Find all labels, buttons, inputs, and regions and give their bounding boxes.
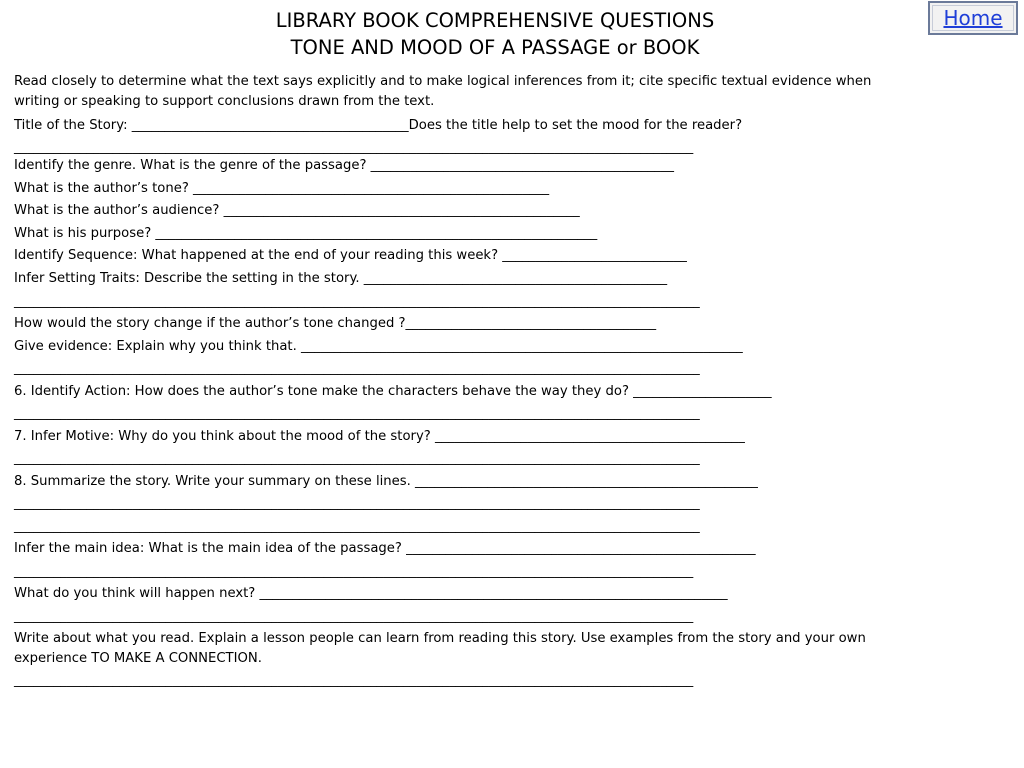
page-title-line-2: TONE AND MOOD OF A PASSAGE or BOOK [290, 36, 700, 59]
home-button[interactable] [928, 1, 1018, 35]
motive-question: 7. Infer Motive: Why do you think about the mood of the story? _______________________________________________ [14, 429, 745, 444]
answer-line: ________________________________________________________________________________________________________ [14, 406, 700, 421]
page-title-line-1: LIBRARY BOOK COMPREHENSIVE QUESTIONS [275, 9, 715, 32]
instructions-line-2: writing or speaking to support conclusions drawn from the text. [14, 94, 435, 109]
answer-line: _______________________________________________________________________________________________________ [14, 140, 694, 155]
answer-line: ________________________________________________________________________________________________________ [14, 361, 700, 376]
tone-question: What is the author’s tone? ______________________________________________________ [14, 181, 550, 196]
genre-question: Identify the genre. What is the genre of the passage? ______________________________________________ [14, 158, 674, 173]
summary-question: 8. Summarize the story. Write your summary on these lines. ____________________________________________________ [14, 474, 758, 489]
answer-line: _______________________________________________________________________________________________________ [14, 609, 694, 624]
connection-prompt-line-2: experience TO MAKE A CONNECTION. [14, 651, 262, 666]
main-idea-question: Infer the main idea: What is the main idea of the passage? _____________________________________________________ [14, 541, 756, 556]
prediction-question: What do you think will happen next? _______________________________________________________________________ [14, 586, 728, 601]
answer-line: ________________________________________________________________________________________________________ [14, 294, 700, 309]
home-link[interactable]: Home [943, 6, 1003, 30]
evidence-question: Give evidence: Explain why you think that. ___________________________________________________________________ [14, 339, 743, 354]
answer-line: ________________________________________________________________________________________________________ [14, 451, 700, 466]
audience-question: What is the author’s audience? ______________________________________________________ [14, 203, 580, 218]
purpose-question: What is his purpose? ___________________________________________________________________ [14, 226, 598, 241]
sequence-question: Identify Sequence: What happened at the end of your reading this week? ____________________________ [14, 248, 687, 263]
action-question: 6. Identify Action: How does the author’s tone make the characters behave the way they do? _____________________ [14, 384, 772, 399]
answer-line: _______________________________________________________________________________________________________ [14, 673, 694, 688]
setting-question: Infer Setting Traits: Describe the setting in the story. ______________________________________________ [14, 271, 668, 286]
answer-line: ________________________________________________________________________________________________________ [14, 496, 700, 511]
connection-prompt-line-1: Write about what you read. Explain a lesson people can learn from reading this story. Use examples from the story and your own [14, 631, 866, 646]
answer-line: _______________________________________________________________________________________________________ [14, 564, 694, 579]
answer-line: ________________________________________________________________________________________________________ [14, 519, 700, 534]
title-question: Title of the Story: __________________________________________Does the title help to set the mood for the reader? [14, 118, 743, 133]
tone-change-question: How would the story change if the author’s tone changed ?______________________________________ [14, 316, 657, 331]
instructions-line-1: Read closely to determine what the text says explicitly and to make logical inferences from it; cite specific textual evidence when [14, 74, 872, 89]
